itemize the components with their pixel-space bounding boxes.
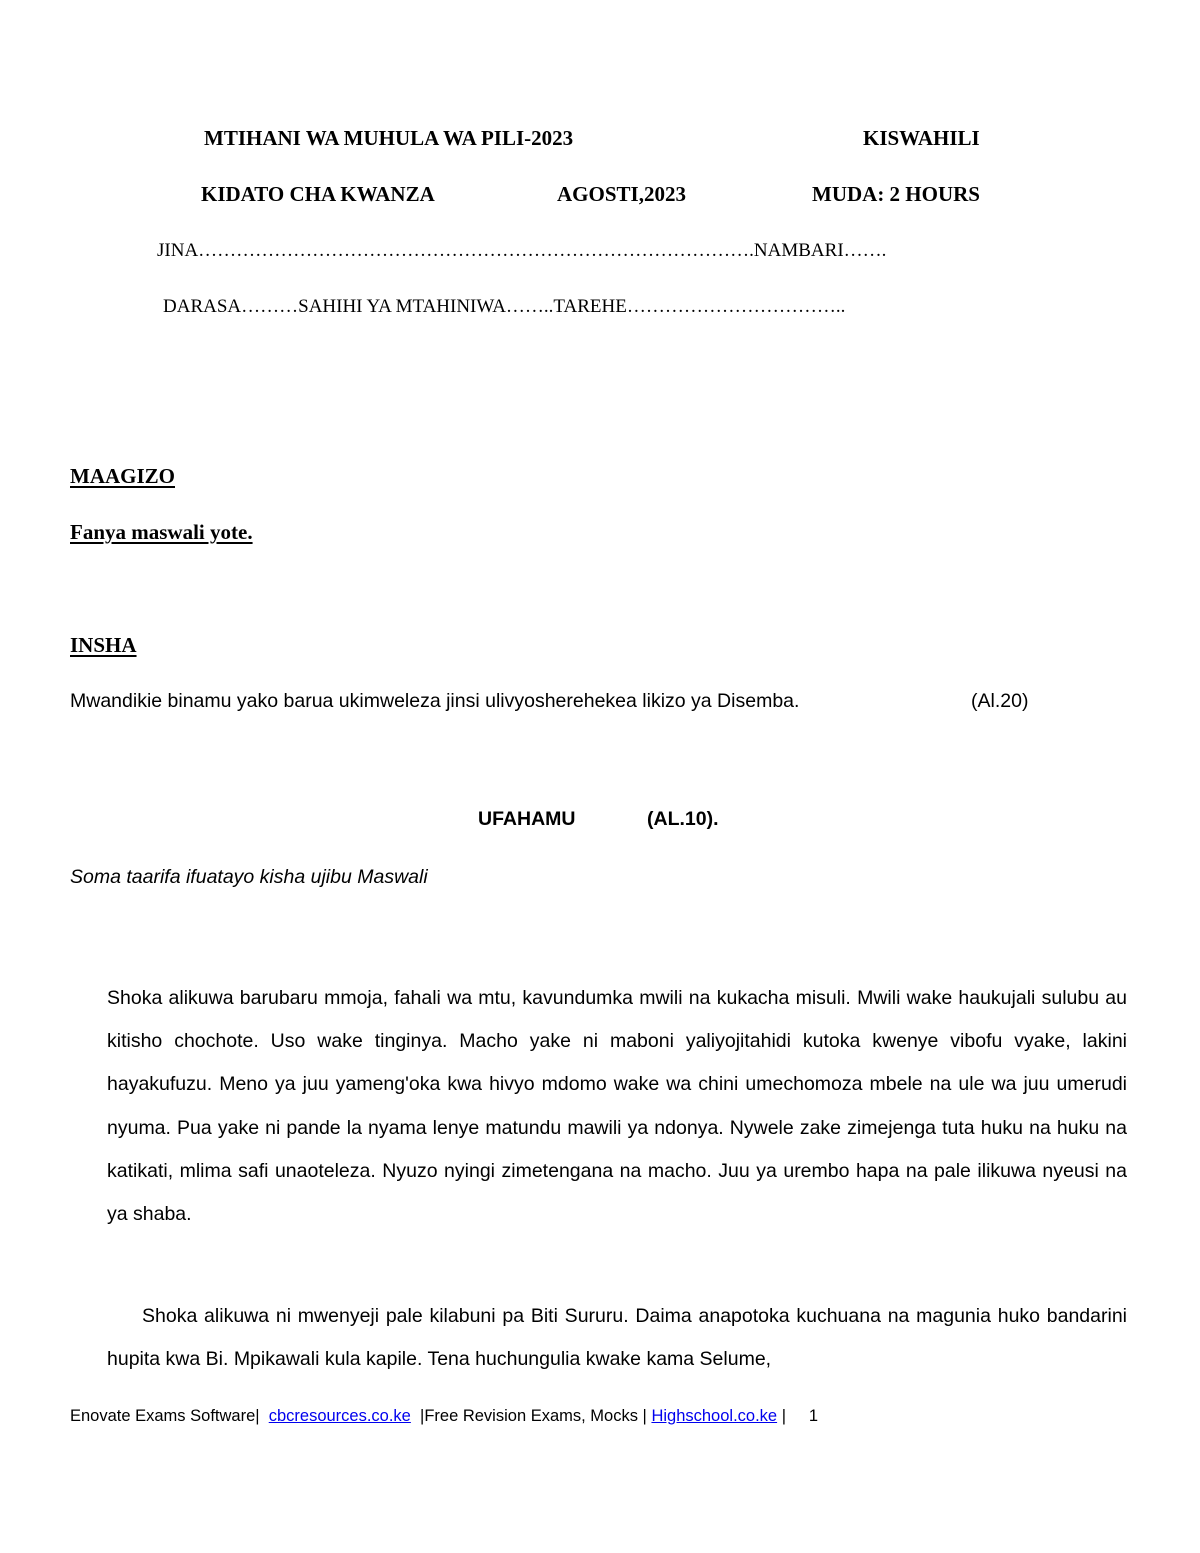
ufahamu-marks: (AL.10).: [647, 808, 719, 830]
name-number-line: JINA…………………………………………………………………………….NAMBARI…….: [157, 240, 887, 261]
exam-duration: MUDA: 2 HOURS: [812, 182, 980, 206]
cbcresources-link[interactable]: cbcresources.co.ke: [268, 1407, 411, 1425]
exam-date: AGOSTI,2023: [557, 182, 686, 206]
page-number: 1: [808, 1407, 819, 1425]
footer-separator: |: [781, 1407, 786, 1425]
footer-prefix: Enovate Exams Software|: [70, 1407, 260, 1425]
instructions-text: Fanya maswali yote.: [70, 520, 253, 544]
page-footer: [70, 1407, 818, 1426]
class-signature-date-line: DARASA………SAHIHI YA MTAHINIWA……..TAREHE……………………………..: [163, 296, 846, 317]
exam-title: MTIHANI WA MUHULA WA PILI-2023: [204, 126, 574, 150]
highschool-link[interactable]: Highschool.co.ke: [651, 1407, 778, 1425]
insha-question: Mwandikie binamu yako barua ukimweleza jinsi ulivyosherehekea likizo ya Disemba.: [70, 690, 800, 712]
passage-paragraph-1: Shoka alikuwa barubaru mmoja, fahali wa mtu, kavundumka mwili na kukacha misuli. Mwili wake haukujali sulubu au kitisho chochote. Uso wake tinginya. Macho yake ni maboni yaliyojitahidi kutoka kwenye vibofu vyake, lakini hayakufuzu. Meno ya juu yameng'oka kwa hivyo mdomo wake wa chini umechomoza mbele na ule wa juu umerudi nyuma. Pua yake ni pande la nyama lenye matundu mawili ya ndonya. Nywele zake zimejenga tuta huku na huku na katikati, mlima safi unaoteleza. Nyuzo nyingi zimetengana na macho. Juu ya urembo hapa na pale ilikuwa nyeusi na ya shaba.: [107, 987, 1127, 1226]
form-label: KIDATO CHA KWANZA: [201, 182, 435, 206]
instructions-heading: MAAGIZO: [70, 464, 175, 488]
passage-paragraph-2: Shoka alikuwa ni mwenyeji pale kilabuni pa Biti Sururu. Daima anapotoka kuchuana na magunia huko bandarini hupita kwa Bi. Mpikawali kula kapile. Tena huchungulia kwake kama Selume,: [107, 1305, 1127, 1371]
insha-marks: (Al.20): [971, 690, 1029, 712]
ufahamu-instruction: Soma taarifa ifuatayo kisha ujibu Maswali: [70, 866, 428, 888]
subject-label: KISWAHILI: [863, 126, 980, 150]
footer-middle: |Free Revision Exams, Mocks |: [420, 1407, 647, 1425]
insha-heading: INSHA: [70, 633, 137, 657]
ufahamu-heading: UFAHAMU: [478, 808, 576, 830]
